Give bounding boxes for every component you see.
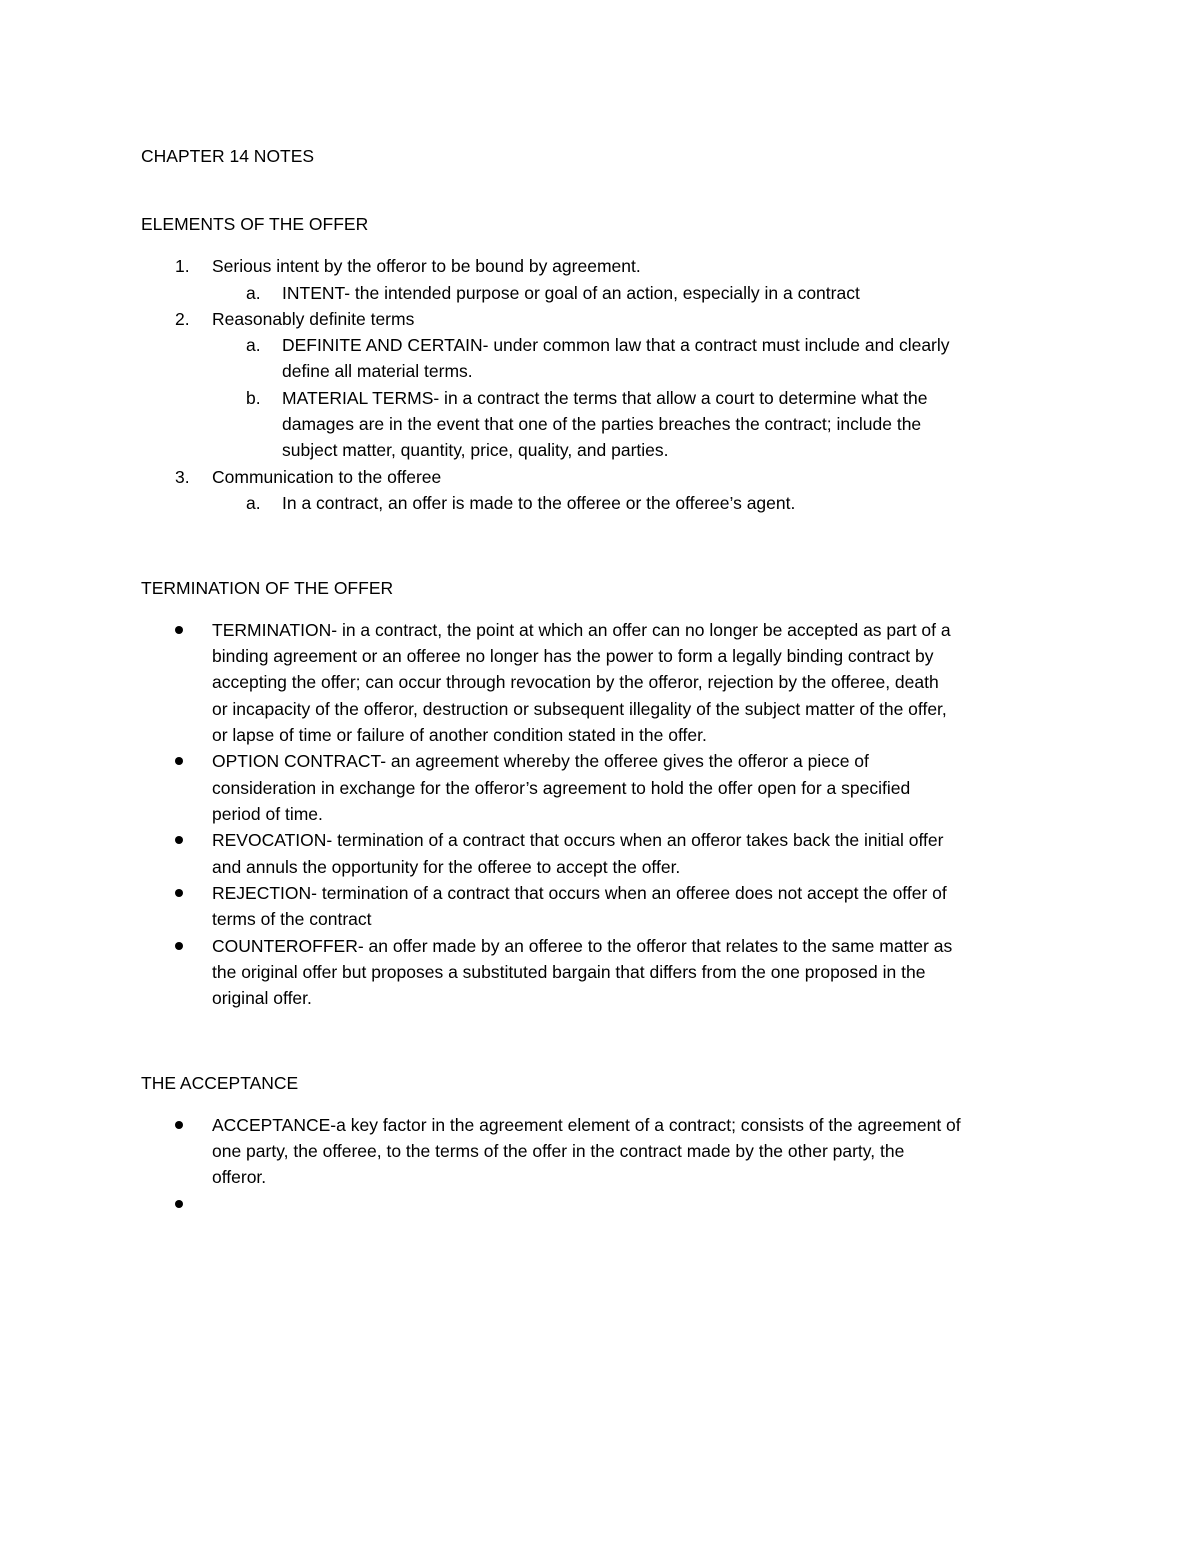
sublist-letter: b. — [246, 388, 261, 408]
bullet-item-text: OPTION CONTRACT- an agreement whereby the offeree gives the offeror a piece of — [212, 751, 869, 771]
section-heading-termination: TERMINATION OF THE OFFER — [141, 578, 394, 598]
sublist-item-text: In a contract, an offer is made to the offeree or the offeree’s agent. — [282, 493, 796, 513]
bullet-icon — [175, 942, 183, 950]
bullet-item-text: terms of the contract — [212, 909, 372, 929]
sublist-item-text: MATERIAL TERMS- in a contract the terms that allow a court to determine what the — [282, 388, 928, 408]
bullet-item-text: REVOCATION- termination of a contract that occurs when an offeror takes back the initial offer — [212, 830, 944, 850]
sublist-letter: a. — [246, 335, 261, 355]
list-item-text: Serious intent by the offeror to be bound by agreement. — [212, 256, 641, 276]
page-title: CHAPTER 14 NOTES — [141, 146, 315, 166]
sublist-item-text: INTENT- the intended purpose or goal of an action, especially in a contract — [282, 283, 860, 303]
bullet-item-text: ACCEPTANCE-a key factor in the agreement element of a contract; consists of the agreement of — [212, 1115, 961, 1135]
bullet-item-text: period of time. — [212, 804, 323, 824]
bullet-item-text: or lapse of time or failure of another condition stated in the offer. — [212, 725, 707, 745]
bullet-item-text: COUNTEROFFER- an offer made by an offeree to the offeror that relates to the same matter as — [212, 936, 953, 956]
bullet-icon — [175, 626, 183, 634]
bullet-icon — [175, 1200, 183, 1208]
list-item-text: Communication to the offeree — [212, 467, 442, 487]
bullet-item-text: offeror. — [212, 1167, 267, 1187]
bullet-item-text: accepting the offer; can occur through revocation by the offeror, rejection by the offeree, death — [212, 672, 939, 692]
sublist-item-text: damages are in the event that one of the parties breaches the contract; include the — [282, 414, 922, 434]
bullet-item-text: the original offer but proposes a substituted bargain that differs from the one proposed in the — [212, 962, 926, 982]
sublist-item-text: subject matter, quantity, price, quality, and parties. — [282, 440, 669, 460]
sublist-letter: a. — [246, 493, 261, 513]
sublist-item-text: DEFINITE AND CERTAIN- under common law that a contract must include and clearly — [282, 335, 950, 355]
bullet-icon — [175, 836, 183, 844]
bullet-item-text: TERMINATION- in a contract, the point at which an offer can no longer be accepted as part of a — [212, 620, 951, 640]
section-heading-acceptance: THE ACCEPTANCE — [141, 1073, 299, 1093]
list-item-text: Reasonably definite terms — [212, 309, 415, 329]
bullet-item-text: or incapacity of the offeror, destruction or subsequent illegality of the subject matter of the offer, — [212, 699, 947, 719]
list-number: 3. — [175, 467, 190, 487]
bullet-icon — [175, 889, 183, 897]
list-number: 1. — [175, 256, 190, 276]
bullet-item-text: and annuls the opportunity for the offeree to accept the offer. — [212, 857, 681, 877]
bullet-item-text: one party, the offeree, to the terms of the offer in the contract made by the other party, the — [212, 1141, 905, 1161]
bullet-item-text: consideration in exchange for the offeror’s agreement to hold the offer open for a specified — [212, 778, 911, 798]
sublist-letter: a. — [246, 283, 261, 303]
bullet-icon — [175, 757, 183, 765]
bullet-item-text: original offer. — [212, 988, 312, 1008]
section-heading-elements: ELEMENTS OF THE OFFER — [141, 214, 369, 234]
bullet-icon — [175, 1121, 183, 1129]
bullet-item-text: REJECTION- termination of a contract that occurs when an offeree does not accept the offer of — [212, 883, 947, 903]
bullet-item-text: binding agreement or an offeree no longer has the power to form a legally binding contract by — [212, 646, 934, 666]
list-number: 2. — [175, 309, 190, 329]
sublist-item-text: define all material terms. — [282, 361, 473, 381]
